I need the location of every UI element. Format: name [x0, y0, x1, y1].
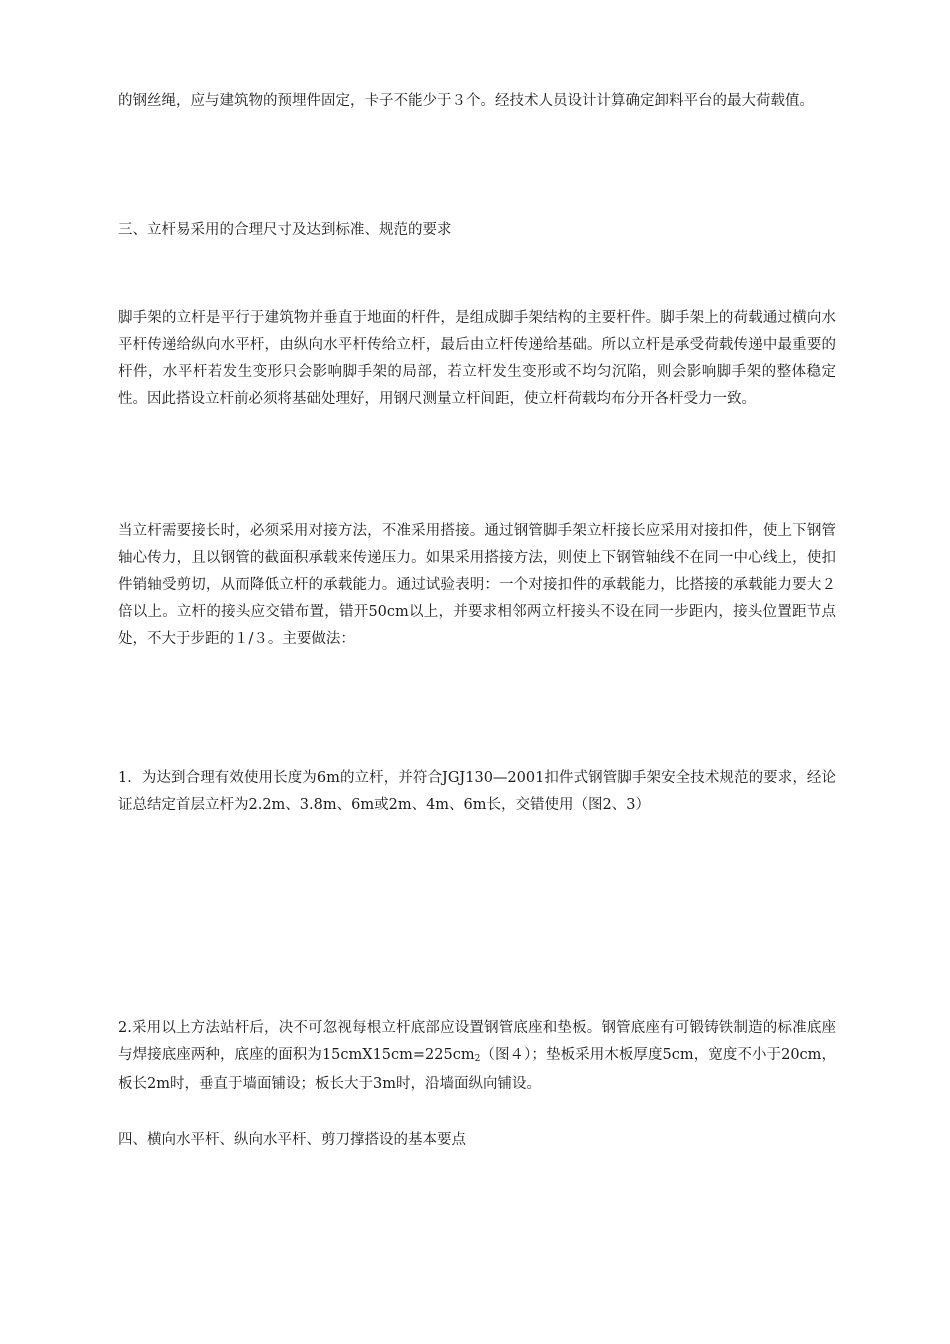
item-2-text-after: （图４）；垫板采用木板厚度5cm，宽度不小于20cm，板长2m时，垂直于墙面铺设；板长大于3m时，沿墙面纵向铺设。	[118, 1047, 836, 1092]
section-heading-3: 三、立杆易采用的合理尺寸及达到标准、规范的要求	[118, 222, 452, 238]
section-heading-4: 四、横向水平杆、纵向水平杆、剪刀撑搭设的基本要点	[118, 1132, 466, 1148]
paragraph-wire-rope: 的钢丝绳，应与建筑物的预埋件固定，卡子不能少于３个。经技术人员设计计算确定卸料平台的最大荷载值。	[118, 93, 814, 109]
paragraph-pole-extension: 当立杆需要接长时，必须采用对接方法，不准采用搭接。通过钢管脚手架立杆接长应采用对接扣件，使上下钢管轴心传力，且以钢管的截面积承载来传递压力。如果采用搭接方法，则使上下钢管轴线不在同一中心线上，使扣件销轴受剪切，从而降低立杆的承载能力。通过试验表明：一个对接扣件的承载能力，比搭接的承载能力要大２倍以上。立杆的接头应交错布置，错开50cm以上，并要求相邻两立杆接头不设在同一步距内，接头位置距节点处，不大于步距的１/３。主要做法：	[118, 523, 836, 647]
item-2-text-before: 2.采用以上方法站杆后，决不可忽视每根立杆底部应设置钢管底座和垫板。钢管底座有可锻铸铁制造的标准底座与焊接底座两种，底座的面积为15cmX15cm=225cm	[118, 1020, 836, 1063]
paragraph-item-2	[118, 1015, 836, 1098]
item-2-subscript: 2	[474, 1054, 481, 1064]
paragraph-upright-pole: 脚手架的立杆是平行于建筑物并垂直于地面的杆件，是组成脚手架结构的主要杆件。脚手架上的荷载通过横向水平杆传递给纵向水平杆，由纵向水平杆传给立杆，最后由立杆传递给基础。所以立杆是承受荷载传递中最重要的杆件，水平杆若发生变形只会影响脚手架的局部，若立杆发生变形或不均匀沉陷，则会影响脚手架的整体稳定性。因此搭设立杆前必须将基础处理好，用钢尺测量立杆间距，使立杆荷载均布分开各杆受力一致。	[118, 310, 836, 407]
paragraph-item-1: 1．为达到合理有效使用长度为6m的立杆，并符合JGJ130—2001扣件式钢管脚手架安全技术规范的要求，经论证总结定首层立杆为2.2m、3.8m、6m或2m、4m、6m长，交错使用（图2、3）	[118, 770, 836, 813]
